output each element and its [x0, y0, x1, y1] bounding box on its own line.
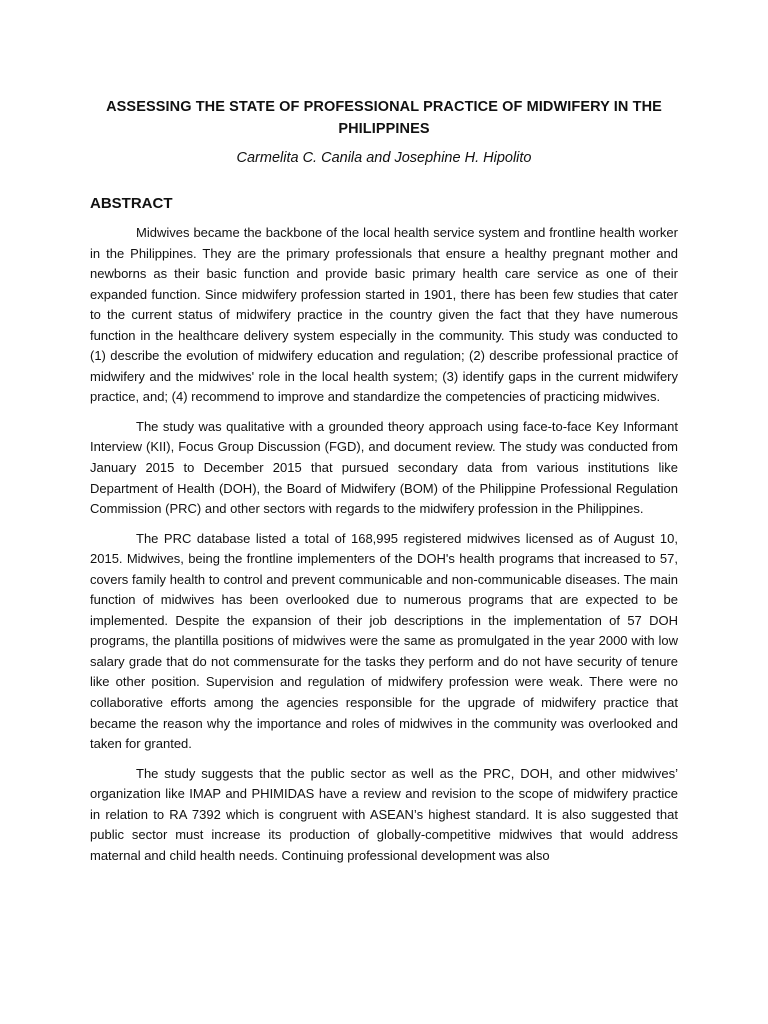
- abstract-paragraph-1: Midwives became the backbone of the local health service system and frontline health worker in the Philippines. They are the primary professionals that ensure a healthy pregnant mother and newborns as their basic function and provide basic primary health care service as one of their expanded function. Since midwifery profession started in 1901, there has been few studies that cater to the current status of midwifery practice in the country given the fact that they have numerous function in the healthcare delivery system especially in the community. This study was conducted to (1) describe the evolution of midwifery education and regulation; (2) describe professional practice of midwifery and the midwives' role in the local health system; (3) identify gaps in the current midwifery practice, and; (4) recommend to improve and standardize the competencies of practicing midwives.: [90, 225, 678, 405]
- abstract-heading: ABSTRACT: [90, 195, 173, 212]
- paper-authors: Carmelita C. Canila and Josephine H. Hipolito: [236, 150, 532, 166]
- paper-title: ASSESSING THE STATE OF PROFESSIONAL PRACTICE OF MIDWIFERY IN THE PHILIPPINES: [106, 99, 662, 137]
- document-page: [90, 96, 678, 866]
- abstract-paragraph-2: The study was qualitative with a grounded theory approach using face-to-face Key Informant Interview (KII), Focus Group Discussion (FGD), and document review. The study was conducted from January 2015 to December 2015 that pursued secondary data from various institutions like Department of Health (DOH), the Board of Midwifery (BOM) of the Philippine Professional Regulation Commission (PRC) and other sectors with regards to the midwifery profession in the Philippines.: [90, 418, 678, 517]
- abstract-paragraph-3: The PRC database listed a total of 168,995 registered midwives licensed as of August 10, 2015. Midwives, being the frontline implementers of the DOH's health programs that increased to 57, covers family health to control and prevent communicable and non-communicable diseases. The main function of midwives has been overlooked due to numerous programs that are expected to be implemented. Despite the expansion of their job descriptions in the implementation of 57 DOH programs, the plantilla positions of midwives were the same as promulgated in the year 2000 with low salary grade that do not commensurate for the tasks they perform and do not have security of tenure like other position. Supervision and regulation of midwifery profession were weak. There were no collaborative efforts among the agencies responsible for the upgrade of midwifery practice that became the reason why the importance and roles of midwives in the community was overlooked and taken for granted.: [90, 530, 678, 752]
- abstract-paragraph-4: The study suggests that the public sector as well as the PRC, DOH, and other midwives’ organization like IMAP and PHIMIDAS have a review and revision to the scope of midwifery practice in relation to RA 7392 which is congruent with ASEAN’s highest standard. It is also suggested that public sector must increase its production of globally-competitive midwives that would address maternal and child health needs. Continuing professional development was also: [90, 765, 678, 863]
